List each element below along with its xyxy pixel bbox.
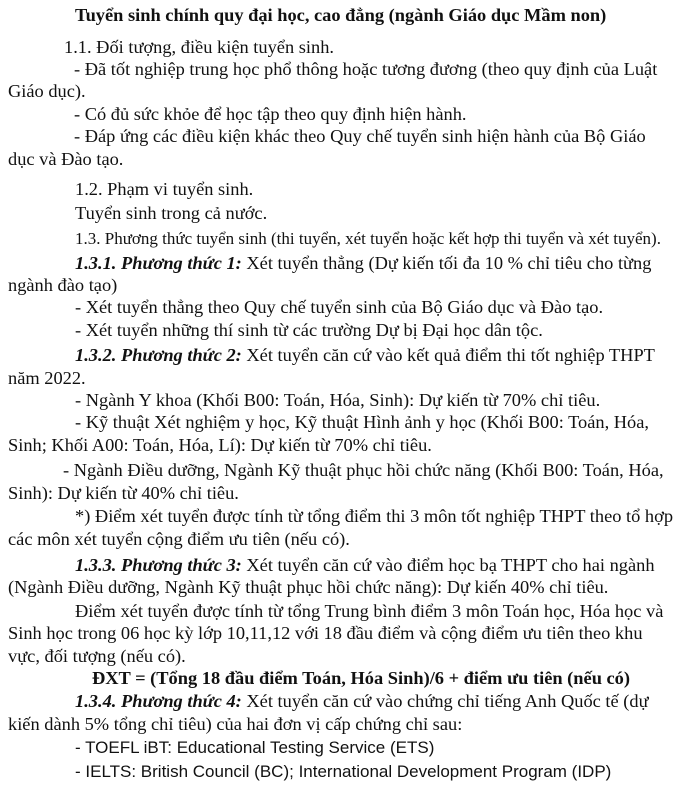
- text-line: Giáo dục).: [8, 81, 86, 101]
- text-line: - Kỹ thuật Xét nghiệm y học, Kỹ thuật Hình ảnh y học (Khối B00: Toán, Hóa,: [75, 412, 650, 432]
- text-line: Sinh học trong 06 học kỳ lớp 10,11,12 với 18 đầu điểm và cộng điểm ưu tiên theo khu: [8, 623, 643, 643]
- score-formula: ĐXT = (Tổng 18 đầu điểm Toán, Hóa Sinh)/6 + điểm ưu tiên (nếu có): [92, 668, 631, 688]
- subsection-title-1-2: 1.2. Phạm vi tuyển sinh.: [75, 179, 254, 199]
- text-line: Sinh): Dự kiến từ 40% chỉ tiêu.: [8, 483, 239, 503]
- text-line: ngành đào tạo): [8, 275, 118, 295]
- subsection-title-1-3: 1.3. Phương thức tuyển sinh (thi tuyển, xét tuyển hoặc kết hợp thi tuyển và xét tuyển).: [75, 229, 661, 248]
- subsection-title-1-1: 1.1. Đối tượng, điều kiện tuyển sinh.: [64, 37, 334, 57]
- method-1-text: Xét tuyển thẳng (Dự kiến tối đa 10 % chỉ tiêu cho từng: [241, 253, 652, 273]
- certificate-item-ielts: - IELTS: British Council (BC); International Development Program (IDP): [75, 762, 612, 781]
- text-line: năm 2022.: [8, 368, 86, 388]
- text-line: (Ngành Điều dưỡng, Ngành Kỹ thuật phục hồi chức năng): Dự kiến 40% chỉ tiêu.: [8, 577, 609, 597]
- text-line: *) Điểm xét tuyển được tính từ tổng điểm thi 3 môn tốt nghiệp THPT theo tổ hợp: [75, 506, 674, 526]
- method-4-text: Xét tuyển căn cứ vào chứng chỉ tiếng Anh Quốc tế (dự: [241, 691, 649, 711]
- text-line: Sinh; Khối A00: Toán, Hóa, Lí): Dự kiến từ 70% chỉ tiêu.: [8, 435, 432, 455]
- method-1-label: 1.3.1. Phương thức 1:: [75, 253, 242, 273]
- section-heading: Tuyển sinh chính quy đại học, cao đẳng (ngành Giáo dục Mầm non): [75, 5, 607, 25]
- certificate-item-toefl: - TOEFL iBT: Educational Testing Service (ETS): [75, 738, 435, 757]
- method-2-text: Xét tuyển căn cứ vào kết quả điểm thi tốt nghiệp THPT: [241, 345, 655, 365]
- text-line: Tuyển sinh trong cả nước.: [75, 203, 268, 223]
- text-line: - Xét tuyển thẳng theo Quy chế tuyển sinh của Bộ Giáo dục và Đào tạo.: [75, 297, 604, 317]
- method-3-line: [75, 554, 655, 576]
- text-line: dục và Đào tạo.: [8, 149, 124, 169]
- method-4-line: [75, 690, 649, 712]
- method-3-label: 1.3.3. Phương thức 3:: [75, 555, 242, 575]
- text-line: các môn xét tuyển cộng điểm ưu tiên (nếu có).: [8, 529, 350, 549]
- text-line: - Đã tốt nghiệp trung học phổ thông hoặc tương đương (theo quy định của Luật: [74, 59, 658, 79]
- text-line: - Ngành Điều dưỡng, Ngành Kỹ thuật phục hồi chức năng (Khối B00: Toán, Hóa,: [63, 460, 664, 480]
- method-4-label: 1.3.4. Phương thức 4:: [75, 691, 242, 711]
- text-line: - Ngành Y khoa (Khối B00: Toán, Hóa, Sinh): Dự kiến từ 70% chỉ tiêu.: [75, 390, 601, 410]
- method-2-label: 1.3.2. Phương thức 2:: [75, 345, 242, 365]
- text-line: vực, đối tượng (nếu có).: [8, 646, 186, 666]
- text-line: - Xét tuyển những thí sinh từ các trường Dự bị Đại học dân tộc.: [75, 320, 543, 340]
- method-2-line: [75, 344, 655, 366]
- text-line: - Đáp ứng các điều kiện khác theo Quy chế tuyển sinh hiện hành của Bộ Giáo: [74, 126, 646, 146]
- method-1-line: [75, 252, 651, 274]
- text-line: kiến dành 5% tổng chỉ tiêu) của hai đơn vị cấp chứng chỉ sau:: [8, 714, 463, 734]
- text-line: - Có đủ sức khỏe để học tập theo quy định hiện hành.: [74, 104, 467, 124]
- text-line: Điểm xét tuyển được tính từ tổng Trung bình điểm 3 môn Toán học, Hóa học và: [75, 601, 664, 621]
- method-3-text: Xét tuyển căn cứ vào điểm học bạ THPT cho hai ngành: [241, 555, 655, 575]
